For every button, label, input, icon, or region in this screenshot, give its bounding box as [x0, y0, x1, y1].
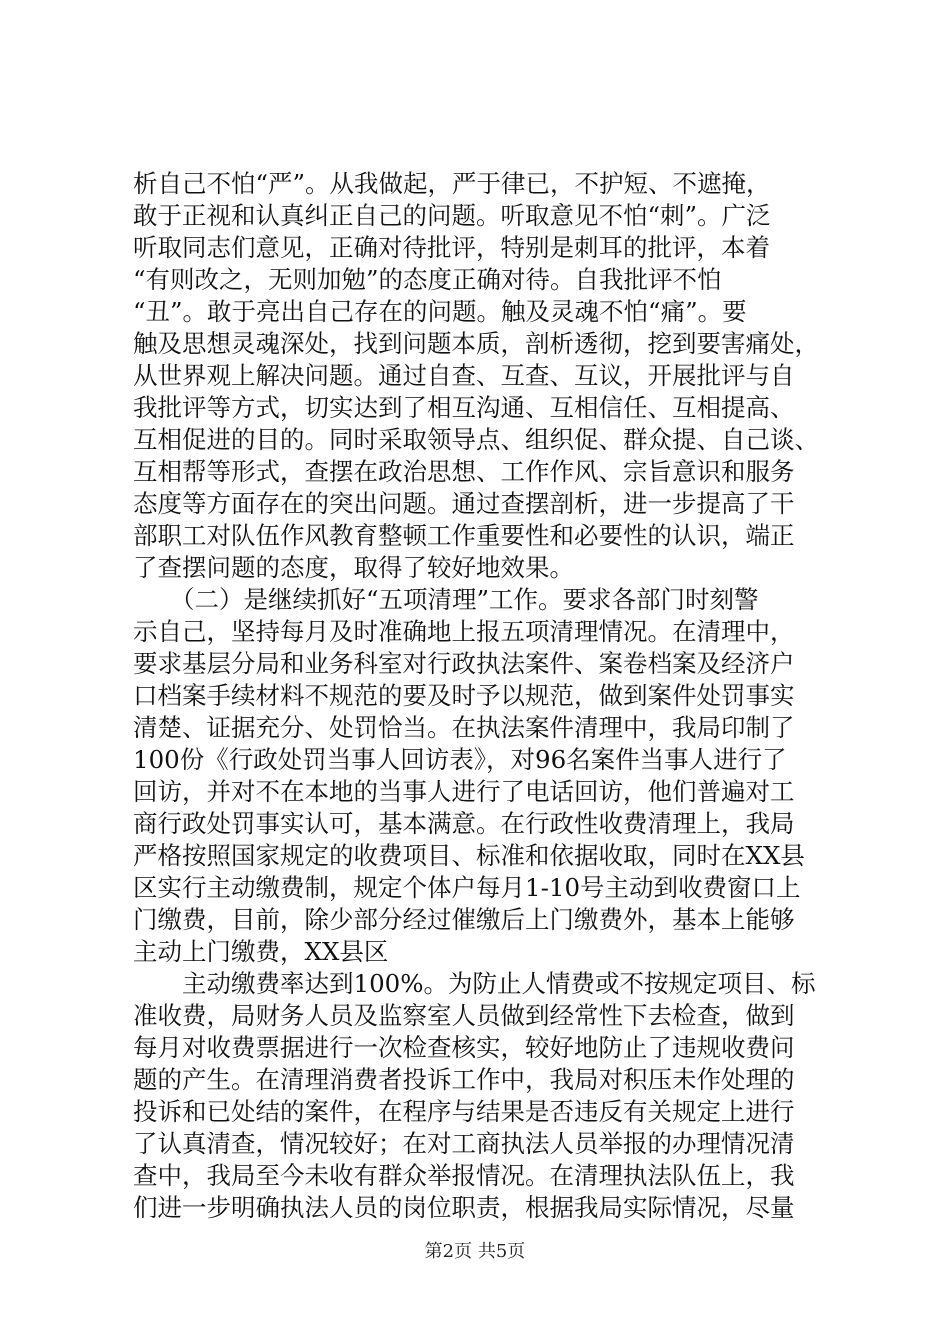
body-line: 主动上门缴费，XX县区: [133, 937, 389, 966]
body-line: 要求基层分局和业务科室对行政执法案件、案卷档案及经济户: [133, 649, 795, 678]
body-line: 回访，并对不在本地的当事人进行了电话回访，他们普遍对工: [133, 777, 795, 806]
page-number-footer: 第2页 共5页: [424, 1241, 526, 1262]
body-line: 互相促进的目的。同时采取领导点、组织促、群众提、自己谈、: [133, 425, 819, 454]
body-line: 析自己不怕“严”。从我做起，严于律已，不护短、不遮掩，: [133, 169, 771, 198]
body-line: 了认真清查，情况较好；在对工商执法人员举报的办理情况清: [133, 1129, 795, 1158]
body-line: 示自己，坚持每月及时准确地上报五项清理情况。在清理中，: [133, 617, 795, 646]
body-line: 门缴费，目前，除少部分经过催缴后上门缴费外，基本上能够: [133, 905, 795, 934]
body-line: 了查摆问题的态度，取得了较好地效果。: [133, 553, 574, 582]
body-line: 查中，我局至今未收有群众举报情况。在清理执法队伍上，我: [133, 1161, 795, 1190]
body-line: 们进一步明确执法人员的岗位职责，根据我局实际情况，尽量: [133, 1193, 795, 1222]
body-line: 态度等方面存在的突出问题。通过查摆剖析，进一步提高了干: [133, 489, 795, 518]
body-line: 严格按照国家规定的收费项目、标准和依据收取，同时在XX县: [133, 841, 805, 870]
body-line: 商行政处罚事实认可，基本满意。在行政性收费清理上，我局: [133, 809, 795, 838]
body-line: 口档案手续材料不规范的要及时予以规范，做到案件处罚事实: [133, 681, 795, 710]
body-line: 区实行主动缴费制，规定个体户每月1-10号主动到收费窗口上: [133, 873, 801, 902]
body-line: 敢于正视和认真纠正自己的问题。听取意见不怕“刺”。广泛: [133, 201, 771, 230]
body-line: 题的产生。在清理消费者投诉工作中，我局对积压未作处理的: [133, 1065, 795, 1094]
body-line: 清楚、证据充分、处罚恰当。在执法案件清理中，我局印制了: [133, 713, 795, 742]
body-line: 互相帮等形式，查摆在政治思想、工作作风、宗旨意识和服务: [133, 457, 795, 486]
body-line: 触及思想灵魂深处，找到问题本质，剖析透彻，挖到要害痛处，: [133, 329, 819, 358]
body-line: 每月对收费票据进行一次检查核实，较好地防止了违规收费问: [133, 1033, 795, 1062]
body-line: “丑”。敢于亮出自己存在的问题。触及灵魂不怕“痛”。要: [133, 297, 747, 326]
paragraph-start-line: 主动缴费率达到100%。为防止人情费或不按规定项目、标: [182, 969, 816, 998]
body-line: “有则改之，无则加勉”的态度正确对待。自我批评不怕: [133, 265, 722, 294]
body-line: 听取同志们意见，正确对待批评，特别是刺耳的批评，本着: [133, 233, 770, 262]
body-line: 投诉和已处结的案件，在程序与结果是否违反有关规定上进行: [133, 1097, 795, 1126]
body-line: 从世界观上解决问题。通过自查、互查、互议，开展批评与自: [133, 361, 795, 390]
body-line: 我批评等方式，切实达到了相互沟通、互相信任、互相提高、: [133, 393, 795, 422]
body-line: 准收费，局财务人员及监察室人员做到经常性下去检查，做到: [133, 1001, 795, 1030]
body-line: 100份《行政处罚当事人回访表》，对96名案件当事人进行了: [133, 745, 787, 774]
paragraph-start-line: （二）是继续抓好“五项清理”工作。要求各部门时刻警: [170, 585, 759, 614]
body-line: 部职工对队伍作风教育整顿工作重要性和必要性的认识，端正: [133, 521, 795, 550]
